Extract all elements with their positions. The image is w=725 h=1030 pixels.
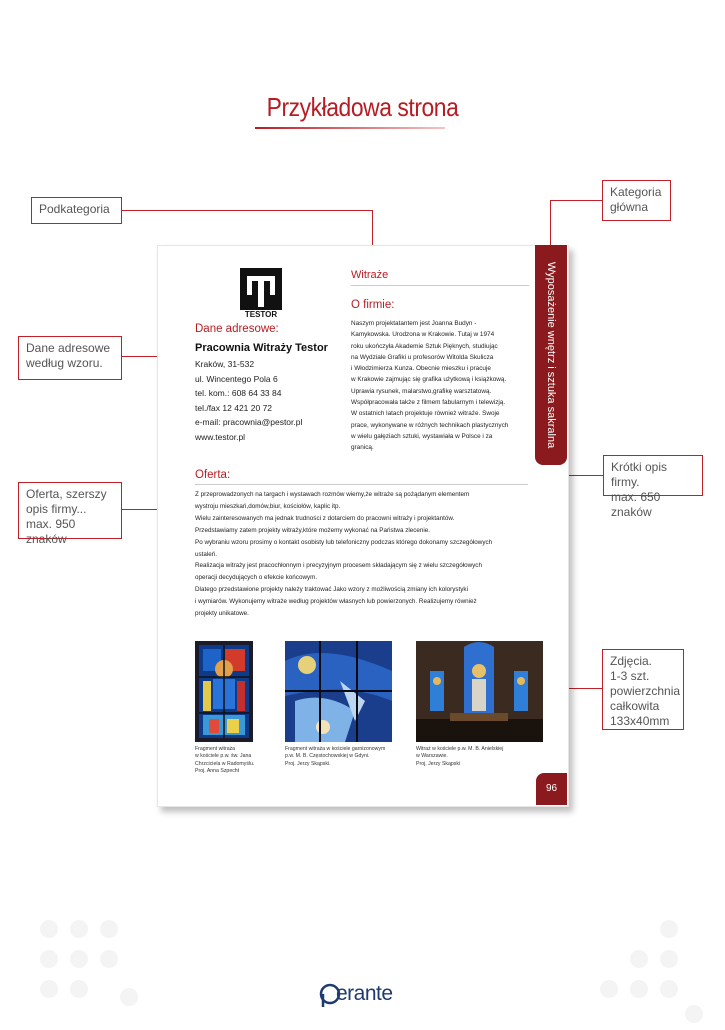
callout-podkategoria-text: Podkategoria — [39, 202, 110, 216]
caption-line: Fragment witraża — [195, 746, 236, 752]
callout-line: Oferta, szerszy — [26, 487, 107, 501]
category-bar — [535, 245, 567, 465]
offer-line: Wielu zainteresowanych ma jednak trudności z dotarciem do pracowni witraży i projektantów. — [195, 514, 455, 522]
callout-krotki-opis — [603, 455, 703, 519]
callout-line: Zdjęcia. — [610, 654, 653, 668]
caption-line: Proj. Jerzy Skąpski. — [285, 760, 331, 767]
stained-glass-photo-1 — [195, 641, 253, 742]
offer-line: ustaleń. — [195, 550, 218, 558]
decorative-dots-left — [30, 910, 150, 1030]
perante-logo-text: erante — [336, 982, 393, 1005]
address-line: e-mail: pracownia@pestor.pl — [195, 417, 303, 427]
address-line: ul. Wincentego Pola 6 — [195, 373, 278, 384]
callout-oferta — [18, 482, 122, 546]
about-line: Uprawia rysunek, malarstwo,grafikę warsztatową. — [351, 387, 492, 395]
offer-line: projekty unikatowe. — [195, 610, 249, 618]
about-text — [351, 318, 527, 454]
callout-zdjecia — [602, 649, 684, 730]
callout-line: 1-3 szt. — [610, 669, 650, 683]
callout-line: całkowita — [610, 699, 660, 713]
offer-line: Realizacja witraży jest pracochłonnym i precyzyjnym procesem składającym się z wielu szczegółowych — [195, 562, 482, 570]
photo-caption-2 — [285, 746, 385, 768]
title-underline — [255, 127, 445, 129]
offer-line: Przedstawiamy zatem projekty witraży,które możemy wykonać na Państwa zlecenie. — [195, 526, 431, 534]
address-lines — [195, 357, 302, 444]
callout-line: opis firmy... — [26, 502, 87, 516]
about-line: prace, wykonywane w różnych technikach plastycznych — [351, 421, 509, 429]
about-line: roku ukończyła Akademie Sztuk Pięknych, studiując — [351, 342, 498, 350]
about-line: Kamykowska. Urodzona w Krakowie. Tutaj w 1974 — [351, 331, 495, 339]
callout-kategoria-glowna — [602, 180, 671, 221]
address-line: www.testor.pl — [195, 431, 246, 442]
perante-logo — [318, 980, 418, 1010]
offer-heading: Oferta: — [195, 469, 231, 481]
callout-line: Dane adresowe — [26, 341, 111, 355]
callout-line: według wzoru. — [26, 356, 103, 370]
offer-line: Po wybraniu wzoru prosimy o kontakt osobisty lub telefoniczny podczas którego dokonamy szczegółowych — [195, 538, 493, 546]
caption-line: Witraż w kościele p.w. M. B. Anielskiej — [416, 746, 504, 752]
callout-line: 133x40mm — [610, 714, 670, 728]
company-name: Pracownia Witraży Testor — [195, 342, 328, 354]
category-vertical-label: Wyposażenie wnętrz i sztuka sakralna — [545, 261, 557, 449]
about-line: Współpracowała także z filmem fabularnym i telewizją. — [351, 399, 506, 407]
subcategory-label: Witraże — [351, 269, 389, 281]
decorative-dots-right — [590, 910, 710, 1030]
about-heading: O firmie: — [351, 299, 395, 311]
address-line: Kraków, 31-532 — [195, 359, 255, 369]
about-line: W ostatnich latach projektuje również witraże. Swoje — [351, 410, 500, 418]
offer-line: wystroju mieszkań,domów,biur, kościołów, kaplic itp. — [195, 502, 341, 510]
callout-line: max. 650 znaków — [611, 490, 661, 519]
about-line: w Krakowie zajmując się grafika użytkową i książkową. — [351, 376, 507, 384]
callout-podkategoria — [31, 197, 122, 224]
callout-line: powierzchnia — [610, 684, 681, 698]
caption-line: Fragment witraża w kościele garnizonowym — [285, 746, 386, 752]
address-line: tel. kom.: 608 64 33 84 — [195, 388, 282, 398]
address-heading: Dane adresowe: — [195, 323, 279, 335]
about-line: w wielu gałęziach sztuki, wystawiała w Polsce i za — [351, 432, 493, 440]
page-number: 96 — [536, 773, 567, 805]
photo-caption-1 — [195, 746, 254, 775]
caption-line: w kościele p.w. św. Jana — [195, 753, 252, 760]
caption-line: Proj. Anna Szpecht — [195, 767, 240, 774]
offer-line: Z przeprowadzonych na targach i wystawach rozmów wiemy,że witraże są pożądanym elementem — [195, 491, 470, 498]
divider — [195, 484, 528, 485]
address-line: tel./fax 12 421 20 72 — [195, 402, 273, 413]
callout-line: Kategoria — [610, 185, 662, 199]
about-line: Naszym projektatantem jest Joanna Budyn - — [351, 320, 477, 327]
callout-line: max. 950 znaków — [26, 517, 76, 546]
about-line: granicą. — [351, 444, 374, 452]
offer-line: i wymiarów. Wykonujemy witraże według projektów własnych lub powierzonych. Realizujemy również — [195, 598, 477, 606]
stained-glass-photo-2 — [285, 641, 392, 742]
divider — [351, 285, 529, 286]
caption-line: Proj. Jerzy Skąpski — [416, 760, 461, 767]
offer-line: operacji decydujących o efekcie końcowym. — [195, 574, 318, 582]
caption-line: w Warszawie. — [416, 753, 448, 760]
page-title: Przykładowa strona — [266, 92, 459, 122]
caption-line: p.w. M. B. Częstochowskiej w Gdyni. — [285, 753, 370, 760]
callout-dane-adresowe — [18, 336, 122, 380]
offer-text — [195, 489, 535, 620]
about-line: i Włodzimierza Kunza. Obecnie mieszku i pracuje — [351, 365, 491, 373]
logo-text: TESTOR — [244, 310, 278, 319]
photo-caption-3 — [416, 746, 503, 768]
offer-line: Dlatego przedstawione projekty należy traktować Jako wzory z możliwością zmiany ich kolorystyki — [195, 586, 468, 594]
caption-line: Chrzciciela w Radomyślu. — [195, 760, 255, 767]
callout-line: Krótki opis firmy. — [611, 460, 668, 489]
testor-logo — [240, 268, 282, 310]
connector-line — [550, 200, 602, 201]
connector-line — [550, 200, 551, 245]
connector-line — [122, 210, 373, 211]
stained-glass-photo-3 — [416, 641, 543, 742]
callout-line: główna — [610, 200, 649, 214]
about-line: na Wydziale Grafiki u profesorów Witolda Skulicza — [351, 353, 494, 361]
